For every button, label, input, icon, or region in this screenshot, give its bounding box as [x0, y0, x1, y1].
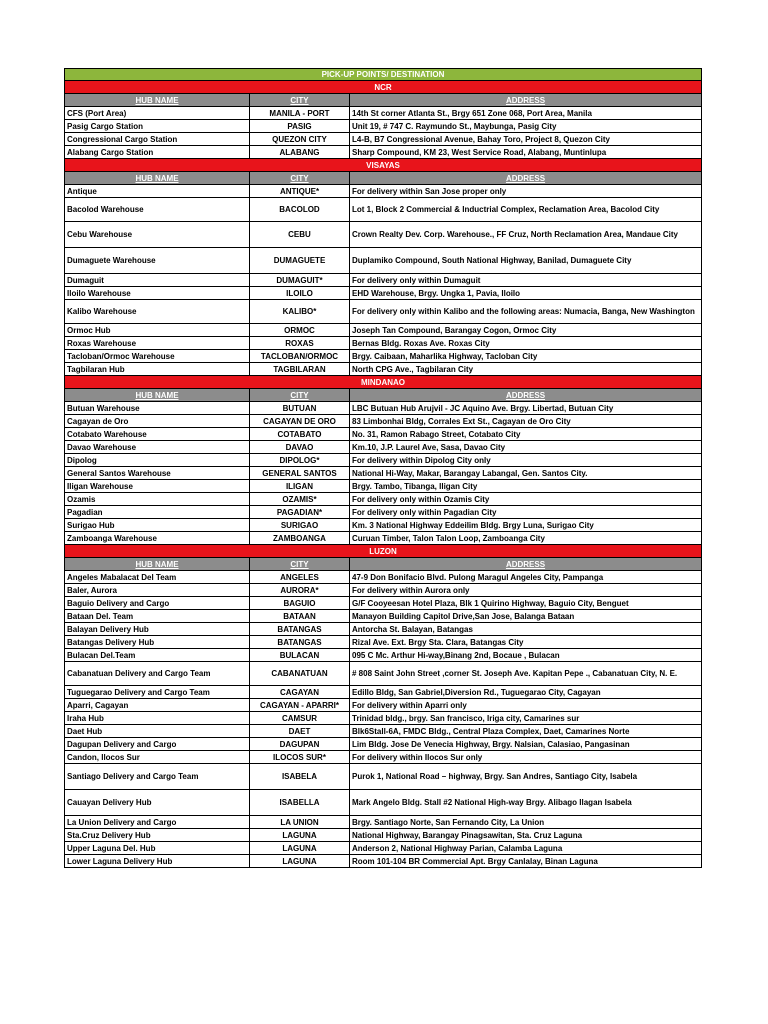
city-cell: MANILA - PORT [250, 107, 350, 120]
hub-name-cell: Sta.Cruz Delivery Hub [65, 829, 250, 842]
city-cell: ANGELES [250, 571, 350, 584]
table-row [65, 350, 702, 363]
city-header: CITY [250, 389, 350, 402]
column-header-row [65, 172, 702, 185]
table-row [65, 402, 702, 415]
hub-name-cell: Dipolog [65, 454, 250, 467]
city-cell: DAVAO [250, 441, 350, 454]
address-cell: For delivery within Ilocos Sur only [350, 751, 702, 764]
address-cell: Brgy. Santiago Norte, San Fernando City, La Union [350, 816, 702, 829]
region-row [65, 545, 702, 558]
table-row [65, 764, 702, 790]
address-cell: For delivery within San Jose proper only [350, 185, 702, 198]
address-cell: National Highway, Barangay Pinagsawitan, Sta. Cruz Laguna [350, 829, 702, 842]
city-cell: CAGAYAN - APARRI* [250, 699, 350, 712]
hub-name-cell: Bulacan Del.Team [65, 649, 250, 662]
address-cell: EHD Warehouse, Brgy. Ungka 1, Pavia, Iloilo [350, 287, 702, 300]
table-row [65, 519, 702, 532]
hub-name-cell: Zamboanga Warehouse [65, 532, 250, 545]
region-label: MINDANAO [65, 376, 702, 389]
column-header-row [65, 389, 702, 402]
table-row [65, 842, 702, 855]
table-row [65, 712, 702, 725]
address-cell: Lot 1, Block 2 Commercial & Inductrial Complex, Reclamation Area, Bacolod City [350, 198, 702, 222]
city-cell: ILOCOS SUR* [250, 751, 350, 764]
address-cell: Km.10, J.P. Laurel Ave, Sasa, Davao City [350, 441, 702, 454]
hub-name-cell: Bataan Del. Team [65, 610, 250, 623]
address-cell: Sharp Compound, KM 23, West Service Road, Alabang, Muntinlupa [350, 146, 702, 159]
hub-name-cell: CFS (Port Area) [65, 107, 250, 120]
address-cell: For delivery only within Pagadian City [350, 506, 702, 519]
table-row [65, 441, 702, 454]
hub-name-cell: Iloilo Warehouse [65, 287, 250, 300]
city-cell: COTABATO [250, 428, 350, 441]
table-row [65, 274, 702, 287]
address-cell: Trinidad bldg., brgy. San francisco, Iriga city, Camarines sur [350, 712, 702, 725]
city-cell: ALABANG [250, 146, 350, 159]
hub-name-cell: Ormoc Hub [65, 324, 250, 337]
table-row [65, 662, 702, 686]
table-row [65, 493, 702, 506]
table-row [65, 506, 702, 519]
table-row [65, 337, 702, 350]
table-body [65, 69, 702, 868]
city-header: CITY [250, 94, 350, 107]
table-row [65, 816, 702, 829]
hub-name-cell: Batangas Delivery Hub [65, 636, 250, 649]
region-row [65, 376, 702, 389]
city-cell: TACLOBAN/ORMOC [250, 350, 350, 363]
city-cell: OZAMIS* [250, 493, 350, 506]
address-cell: Unit 19, # 747 C. Raymundo St., Maybunga, Pasig City [350, 120, 702, 133]
city-header: CITY [250, 172, 350, 185]
city-cell: CAGAYAN DE ORO [250, 415, 350, 428]
city-cell: QUEZON CITY [250, 133, 350, 146]
table-row [65, 725, 702, 738]
address-cell: Lim Bldg. Jose De Venecia Highway, Brgy. Nalsian, Calasiao, Pangasinan [350, 738, 702, 751]
city-cell: DUMAGUIT* [250, 274, 350, 287]
city-cell: BULACAN [250, 649, 350, 662]
address-cell: 095 C Mc. Arthur Hi-way,Binang 2nd, Bocaue , Bulacan [350, 649, 702, 662]
city-cell: LAGUNA [250, 842, 350, 855]
city-cell: LAGUNA [250, 855, 350, 868]
region-row [65, 159, 702, 172]
hub-name-cell: Iraha Hub [65, 712, 250, 725]
table-row [65, 686, 702, 699]
address-header: ADDRESS [350, 172, 702, 185]
address-cell: For delivery only within Ozamis City [350, 493, 702, 506]
address-header: ADDRESS [350, 94, 702, 107]
table-row [65, 454, 702, 467]
hub-name-cell: Lower Laguna Delivery Hub [65, 855, 250, 868]
address-cell: Curuan Timber, Talon Talon Loop, Zamboanga City [350, 532, 702, 545]
hub-name-cell: Iligan Warehouse [65, 480, 250, 493]
table-row [65, 185, 702, 198]
address-cell: 14th St corner Atlanta St., Brgy 651 Zone 068, Port Area, Manila [350, 107, 702, 120]
table-row [65, 287, 702, 300]
city-cell: ROXAS [250, 337, 350, 350]
city-cell: CABANATUAN [250, 662, 350, 686]
table-row [65, 248, 702, 274]
hub-name-cell: Cebu Warehouse [65, 222, 250, 248]
table-row [65, 855, 702, 868]
city-cell: BAGUIO [250, 597, 350, 610]
table-row [65, 480, 702, 493]
address-cell: For delivery within Aparri only [350, 699, 702, 712]
hub-name-cell: Baguio Delivery and Cargo [65, 597, 250, 610]
city-cell: ILIGAN [250, 480, 350, 493]
address-header: ADDRESS [350, 389, 702, 402]
region-label: VISAYAS [65, 159, 702, 172]
region-label: LUZON [65, 545, 702, 558]
city-cell: PASIG [250, 120, 350, 133]
hub-name-cell: Pagadian [65, 506, 250, 519]
hub-name-cell: Ozamis [65, 493, 250, 506]
address-cell: Duplamiko Compound, South National Highway, Banilad, Dumaguete City [350, 248, 702, 274]
address-cell: L4-B, B7 Congressional Avenue, Bahay Toro, Project 8, Quezon City [350, 133, 702, 146]
city-header: CITY [250, 558, 350, 571]
address-cell: Brgy. Tambo, Tibanga, Iligan City [350, 480, 702, 493]
table-row [65, 532, 702, 545]
region-row [65, 81, 702, 94]
table-row [65, 363, 702, 376]
city-cell: PAGADIAN* [250, 506, 350, 519]
table-row [65, 415, 702, 428]
pickup-points-table [64, 68, 701, 868]
table-row [65, 610, 702, 623]
table-row [65, 649, 702, 662]
city-cell: ANTIQUE* [250, 185, 350, 198]
table-title: PICK-UP POINTS/ DESTINATION [65, 69, 702, 81]
hub-name-cell: Dumaguete Warehouse [65, 248, 250, 274]
hub-name-cell: Baler, Aurora [65, 584, 250, 597]
address-cell: G/F Cooyeesan Hotel Plaza, Blk 1 Quirino Highway, Baguio City, Benguet [350, 597, 702, 610]
city-cell: BUTUAN [250, 402, 350, 415]
city-cell: DAET [250, 725, 350, 738]
region-label: NCR [65, 81, 702, 94]
table-row [65, 751, 702, 764]
hub-name-cell: Tuguegarao Delivery and Cargo Team [65, 686, 250, 699]
table-row [65, 120, 702, 133]
address-cell: Antorcha St. Balayan, Batangas [350, 623, 702, 636]
table-row [65, 133, 702, 146]
address-cell: For delivery within Aurora only [350, 584, 702, 597]
city-cell: ILOILO [250, 287, 350, 300]
hub-name-cell: Kalibo Warehouse [65, 300, 250, 324]
table-row [65, 790, 702, 816]
hub-name-cell: Dumaguit [65, 274, 250, 287]
hub-name-cell: Tagbilaran Hub [65, 363, 250, 376]
hub-name-cell: Davao Warehouse [65, 441, 250, 454]
city-cell: DUMAGUETE [250, 248, 350, 274]
hub-name-cell: Antique [65, 185, 250, 198]
hub-name-cell: La Union Delivery and Cargo [65, 816, 250, 829]
table-row [65, 198, 702, 222]
hub-name-cell: Cotabato Warehouse [65, 428, 250, 441]
address-cell: 47-9 Don Bonifacio Blvd. Pulong Maragul Angeles City, Pampanga [350, 571, 702, 584]
hub-name-header: HUB NAME [65, 558, 250, 571]
table-row [65, 107, 702, 120]
hub-name-cell: Butuan Warehouse [65, 402, 250, 415]
city-cell: TAGBILARAN [250, 363, 350, 376]
city-cell: ZAMBOANGA [250, 532, 350, 545]
table-row [65, 428, 702, 441]
address-cell: For delivery only within Kalibo and the following areas: Numacia, Banga, New Washington [350, 300, 702, 324]
city-cell: CEBU [250, 222, 350, 248]
address-cell: Mark Angelo Bldg. Stall #2 National High-way Brgy. Alibago Ilagan Isabela [350, 790, 702, 816]
address-cell: Crown Realty Dev. Corp. Warehouse., FF Cruz, North Reclamation Area, Mandaue City [350, 222, 702, 248]
hub-name-cell: General Santos Warehouse [65, 467, 250, 480]
address-cell: North CPG Ave., Tagbilaran City [350, 363, 702, 376]
hub-name-cell: Daet Hub [65, 725, 250, 738]
hub-name-cell: Aparri, Cagayan [65, 699, 250, 712]
table-row [65, 584, 702, 597]
hub-name-cell: Angeles Mabalacat Del Team [65, 571, 250, 584]
address-cell: # 808 Saint John Street ,corner St. Joseph Ave. Kapitan Pepe ., Cabanatuan City, N. E. [350, 662, 702, 686]
hub-name-cell: Cabanatuan Delivery and Cargo Team [65, 662, 250, 686]
address-cell: National Hi-Way, Makar, Barangay Labangal, Gen. Santos City. [350, 467, 702, 480]
address-cell: Manayon Building Capitol Drive,San Jose, Balanga Bataan [350, 610, 702, 623]
address-cell: Blk6Stall-6A, FMDC Bldg., Central Plaza Complex, Daet, Camarines Norte [350, 725, 702, 738]
hub-name-cell: Cauayan Delivery Hub [65, 790, 250, 816]
hub-name-cell: Congressional Cargo Station [65, 133, 250, 146]
city-cell: CAMSUR [250, 712, 350, 725]
address-cell: No. 31, Ramon Rabago Street, Cotabato City [350, 428, 702, 441]
table-row [65, 300, 702, 324]
hub-name-header: HUB NAME [65, 172, 250, 185]
column-header-row [65, 94, 702, 107]
table-row [65, 222, 702, 248]
table-row [65, 699, 702, 712]
hub-name-cell: Surigao Hub [65, 519, 250, 532]
city-cell: BACOLOD [250, 198, 350, 222]
city-cell: ISABELA [250, 764, 350, 790]
city-cell: ORMOC [250, 324, 350, 337]
table-row [65, 324, 702, 337]
hub-name-cell: Alabang Cargo Station [65, 146, 250, 159]
column-header-row [65, 558, 702, 571]
table-row [65, 597, 702, 610]
address-cell: Km. 3 National Highway Eddeilim Bldg. Brgy Luna, Surigao City [350, 519, 702, 532]
address-cell: Rizal Ave. Ext. Brgy Sta. Clara, Batangas City [350, 636, 702, 649]
hub-name-header: HUB NAME [65, 94, 250, 107]
address-cell: LBC Butuan Hub Arujvil - JC Aquino Ave. Brgy. Libertad, Butuan City [350, 402, 702, 415]
hub-name-cell: Upper Laguna Del. Hub [65, 842, 250, 855]
city-cell: GENERAL SANTOS [250, 467, 350, 480]
hub-name-cell: Santiago Delivery and Cargo Team [65, 764, 250, 790]
table-row [65, 738, 702, 751]
hub-name-cell: Roxas Warehouse [65, 337, 250, 350]
address-cell: Anderson 2, National Highway Parian, Calamba Laguna [350, 842, 702, 855]
address-cell: Bernas Bldg. Roxas Ave. Roxas City [350, 337, 702, 350]
city-cell: CAGAYAN [250, 686, 350, 699]
table-row [65, 829, 702, 842]
city-cell: BATANGAS [250, 636, 350, 649]
table-row [65, 146, 702, 159]
hub-name-cell: Balayan Delivery Hub [65, 623, 250, 636]
address-cell: Purok 1, National Road – highway, Brgy. San Andres, Santiago City, Isabela [350, 764, 702, 790]
address-header: ADDRESS [350, 558, 702, 571]
hub-name-cell: Pasig Cargo Station [65, 120, 250, 133]
city-cell: AURORA* [250, 584, 350, 597]
table-row [65, 571, 702, 584]
table-row [65, 636, 702, 649]
hub-name-cell: Tacloban/Ormoc Warehouse [65, 350, 250, 363]
city-cell: KALIBO* [250, 300, 350, 324]
city-cell: DAGUPAN [250, 738, 350, 751]
city-cell: SURIGAO [250, 519, 350, 532]
address-cell: Joseph Tan Compound, Barangay Cogon, Ormoc City [350, 324, 702, 337]
city-cell: ISABELLA [250, 790, 350, 816]
city-cell: BATANGAS [250, 623, 350, 636]
hub-name-cell: Bacolod Warehouse [65, 198, 250, 222]
table-row [65, 467, 702, 480]
address-cell: Brgy. Caibaan, Maharlika Highway, Tacloban City [350, 350, 702, 363]
hub-name-header: HUB NAME [65, 389, 250, 402]
address-cell: Room 101-104 BR Commercial Apt. Brgy Canlalay, Binan Laguna [350, 855, 702, 868]
city-cell: BATAAN [250, 610, 350, 623]
table-title-row [65, 69, 702, 81]
hub-name-cell: Cagayan de Oro [65, 415, 250, 428]
table-row [65, 623, 702, 636]
address-cell: 83 Limbonhai Bldg, Corrales Ext St., Cagayan de Oro City [350, 415, 702, 428]
city-cell: LA UNION [250, 816, 350, 829]
city-cell: DIPOLOG* [250, 454, 350, 467]
address-cell: For delivery within Dipolog City only [350, 454, 702, 467]
address-cell: For delivery only within Dumaguit [350, 274, 702, 287]
address-cell: Edillo Bldg, San Gabriel,Diversion Rd., Tuguegarao City, Cagayan [350, 686, 702, 699]
hub-name-cell: Dagupan Delivery and Cargo [65, 738, 250, 751]
hub-name-cell: Candon, Ilocos Sur [65, 751, 250, 764]
city-cell: LAGUNA [250, 829, 350, 842]
